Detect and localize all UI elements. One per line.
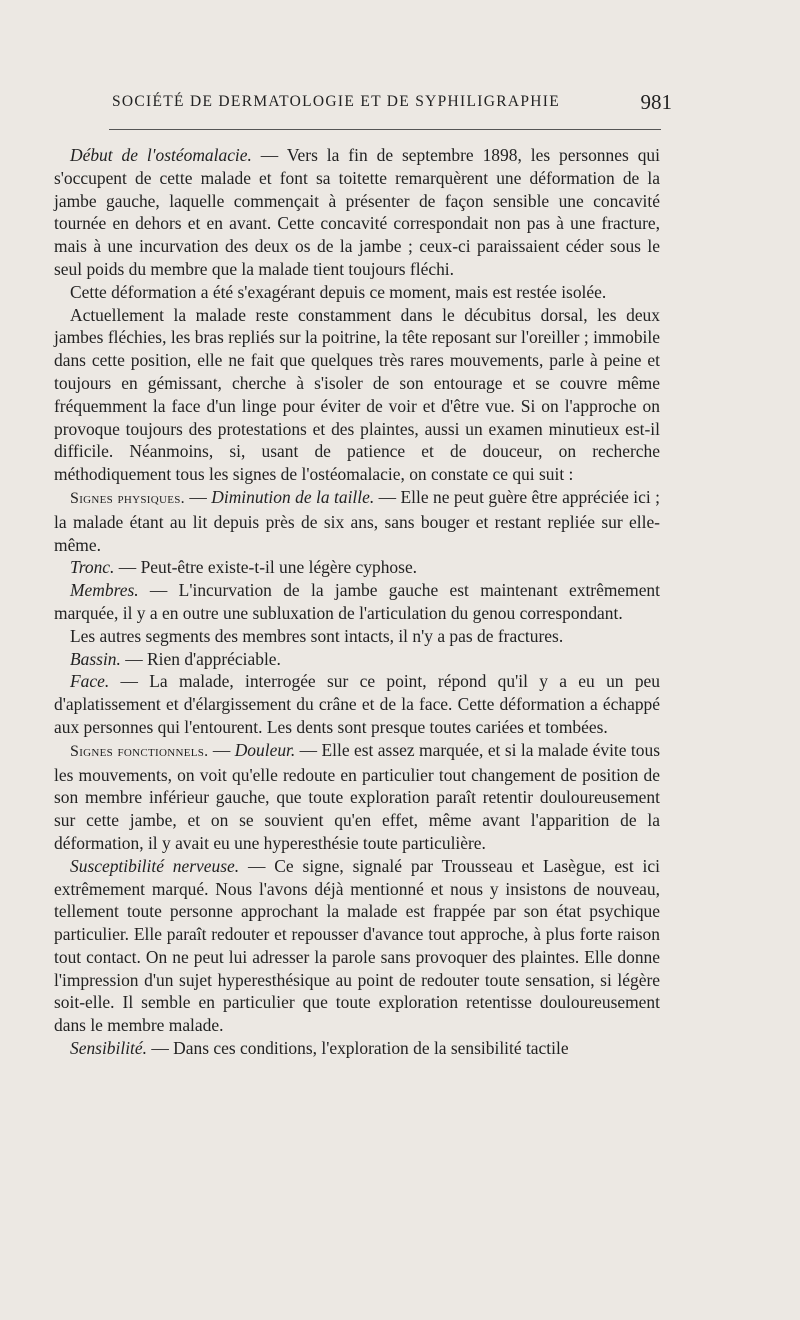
paragraph-text: — Elle est assez marquée, et si la malade évite tous les mouvements, on voit qu'elle redoute en particulier tout changement de position de son membre inférieur gauche, que toute exploration paraît retentir douloureusement sur cette jambe, et on se souvient qu'en effet, même avant l'apparition de la déformation, il y avait eu une hyperesthésie toute particulière.: [54, 739, 660, 853]
paragraph-text: — Peut-être existe-t-il une légère cyphose.: [114, 557, 418, 578]
paragraph-text: — Dans ces conditions, l'exploration de la sensibilité tactile: [147, 1038, 569, 1059]
paragraph-lead: Début de l'ostéomalacie.: [70, 145, 252, 165]
paragraph-membres: [54, 579, 660, 625]
paragraph-tronc: [54, 556, 660, 579]
paragraph-text: — La malade, interrogée sur ce point, répond qu'il y a eu un peu d'aplatissement et d'élargissement du crâne et de la face. Cette déformation a échappé aux personnes qui l'entourent. Les dents sont presque toutes cariées et tombées.: [54, 671, 660, 737]
section-heading: Signes physiques.: [70, 489, 185, 507]
paragraph-sensibilite: [54, 1037, 660, 1060]
paragraph-debut: [54, 144, 660, 281]
paragraph-signes-fonctionnels: [54, 739, 660, 855]
paragraph-actuellement: [54, 304, 660, 486]
paragraph-lead: Membres.: [70, 580, 139, 601]
paragraph-text: — L'incurvation de la jambe gauche est maintenant extrêmement marquée, il y a en outre une subluxation de l'articulation du genou correspondant.: [54, 580, 660, 623]
running-header: [112, 90, 672, 116]
paragraph-face: [54, 670, 660, 738]
paragraph-susceptibilite: [54, 855, 660, 1037]
paragraph-text: — Elle ne peut guère être appréciée ici ; la malade étant au lit depuis près de six ans, sans bouger et restant repliée sur elle-même.: [54, 486, 660, 555]
page-number: 981: [640, 90, 672, 114]
paragraph-text: — Ce signe, signalé par Trousseau et Lasègue, est ici extrêmement marqué. Nous l'avons déjà mentionné et nous y insistons de nouveau, tellement toute personne approchant la malade est frappée par son état psychique particulier. Elle paraît redouter et repousser d'avance tout approche, à plus forte raison tout contact. On ne peut lui adresser la parole sans provoquer des plaintes. Elle donne l'impression d'un sujet hyperesthésique au point de redouter toute sensation, si légère soit-elle. Il semble en particulier que toute exploration retentisse douloureusement dans le membre malade.: [54, 855, 660, 1036]
paragraph-bassin: [54, 648, 660, 671]
running-title: SOCIÉTÉ DE DERMATOLOGIE ET DE SYPHILIGRAPHIE: [112, 93, 560, 110]
paragraph-lead: Douleur.: [234, 739, 296, 760]
section-heading: Signes fonctionnels.: [70, 742, 209, 760]
separator: —: [184, 486, 212, 507]
paragraph-lead: Bassin.: [70, 648, 121, 669]
paragraph-lead: Sensibilité.: [70, 1038, 148, 1059]
separator: —: [208, 739, 235, 760]
paragraph-lead: Diminution de la taille.: [211, 486, 375, 507]
paragraph-deformation: [54, 281, 660, 304]
paragraph-text: Actuellement la malade reste constamment dans le décubitus dorsal, les deux jambes fléchies, les bras repliés sur la poitrine, la tête reposant sur l'oreiller ; immobile dans cette position, elle ne fait que quelques très rares mouvements, parle à peine et toujours en gémissant, cherche à s'isoler de son entourage et se couvre même fréquemment la face d'un linge pour éviter de voir et d'être vue. Si on l'approche on provoque toujours des protestations et des plaintes, aussi un examen minutieux est-il difficile. Néanmoins, si, usant de patience et de douceur, on recherche méthodiquement tous les signes de l'ostéomalacie, on constate ce qui suit :: [54, 304, 660, 485]
paragraph-lead: Face.: [70, 671, 110, 692]
paragraph-text: Cette déformation a été s'exagérant depuis ce moment, mais est restée isolée.: [70, 281, 607, 302]
body-text: [54, 144, 660, 1060]
paragraph-signes-physiques: [54, 486, 660, 556]
paragraph-text: Les autres segments des membres sont intacts, il n'y a pas de fractures.: [70, 625, 564, 646]
paragraph-lead: Susceptibilité nerveuse.: [70, 855, 240, 876]
paragraph-text: — Vers la fin de septembre 1898, les personnes qui s'occupent de cette malade et font sa toitette remarquèrent une déformation de la jambe gauche, laquelle commençait à présenter de façon sensible une concavité tournée en dehors et en avant. Cette concavité correspondait non pas à une fracture, mais à une incurvation des deux os de la jambe ; ceux-ci paraissaient céder sous le seul poids du membre que la malade tient toujours fléchi.: [54, 145, 660, 279]
header-rule: [109, 129, 661, 130]
paragraph-lead: Tronc.: [70, 557, 115, 578]
paragraph-text: — Rien d'appréciable.: [120, 648, 281, 669]
paragraph-autres-segments: [54, 625, 660, 648]
